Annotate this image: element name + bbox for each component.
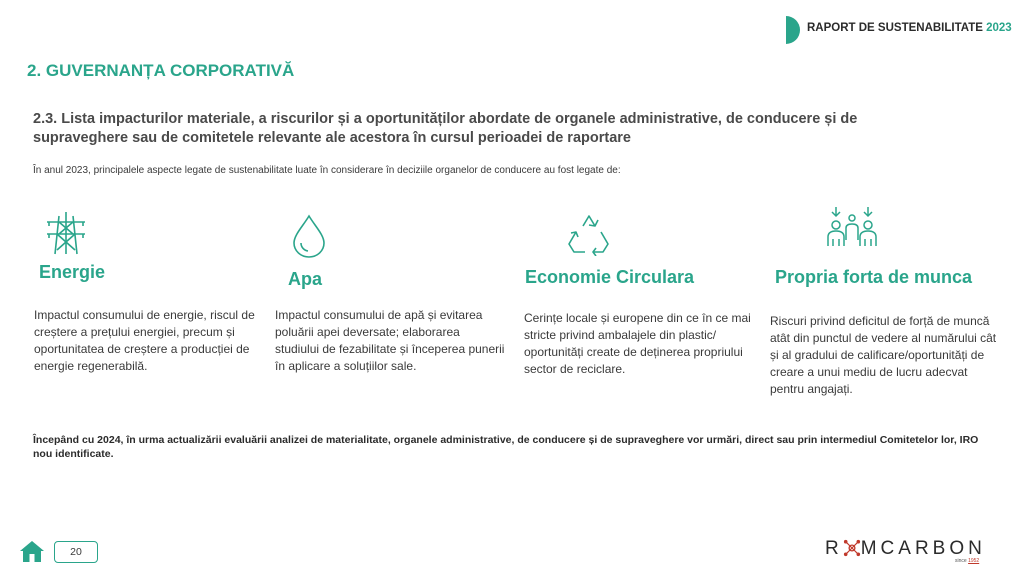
power-pylon-icon [45, 210, 87, 256]
footnote: Începând cu 2024, în urma actualizării evaluării analizei de materialitate, organele administrative, de conducere și de supraveghere vor urmări, direct sau prin intermediul Comitetelor lor, IRO nou identificate. [33, 434, 979, 460]
report-title [807, 22, 1012, 34]
since-year: 1952 [968, 558, 980, 564]
since-label: since [955, 558, 967, 564]
section-subtitle: 2.3. Lista impacturilor materiale, a riscurilor și a oportunităților abordate de organele administrative, de conducere și de supraveghere sau de comitetele relevante ale acestora în cursul perioadei de raportare [33, 111, 858, 146]
column-text-economie-circulara: Cerințe locale și europene din ce în ce mai stricte privind ambalajele din plastic/ oportunități create de deținerea propriului sector de reciclare. [524, 311, 751, 376]
report-year: 2023 [986, 22, 1012, 34]
column-title-economie-circulara: Economie Circulara [525, 267, 695, 287]
water-drop-icon [291, 214, 327, 258]
brand-molecule-icon [843, 539, 861, 557]
brand-text-right: MCARBON [860, 538, 986, 559]
column-text-apa: Impactul consumului de apă și evitarea poluării apei deversate; elaborarea studiului de fezabilitate și începerea punerii în aplicare a soluțiilor sale. [275, 308, 505, 373]
intro-text: În anul 2023, principalele aspecte legate de sustenabilitate luate în considerare în deciziile organelor de conducere au fost legate de: [33, 165, 621, 176]
section-title: 2. GUVERNANȚA CORPORATIVĂ [27, 61, 295, 80]
workforce-icon [826, 206, 878, 248]
column-title-apa: Apa [288, 269, 323, 289]
recycle-icon [567, 214, 611, 256]
column-text-energie: Impactul consumului de energie, riscul de creștere a prețului energiei, precum și oportunitatea de creștere a producției de energie regenerabilă. [34, 308, 255, 373]
brand-text-left: R [825, 538, 843, 559]
brand-since [955, 558, 979, 564]
report-title-text: RAPORT DE SUSTENABILITATE [807, 22, 983, 34]
brand-logo [825, 538, 986, 560]
column-title-energie: Energie [39, 262, 106, 282]
column-title-propria-forta-de-munca: Propria forta de munca [775, 267, 973, 287]
header-accent-mark [786, 16, 800, 44]
home-icon[interactable] [19, 539, 45, 563]
column-text-propria-forta-de-munca: Riscuri privind deficitul de forță de muncă atât din punctul de vedere al numărului cât și al gradului de calificare/oportunități de creare a unui mediu de lucru adecvat pentru angajați. [770, 314, 997, 396]
page-number: 20 [54, 541, 98, 563]
